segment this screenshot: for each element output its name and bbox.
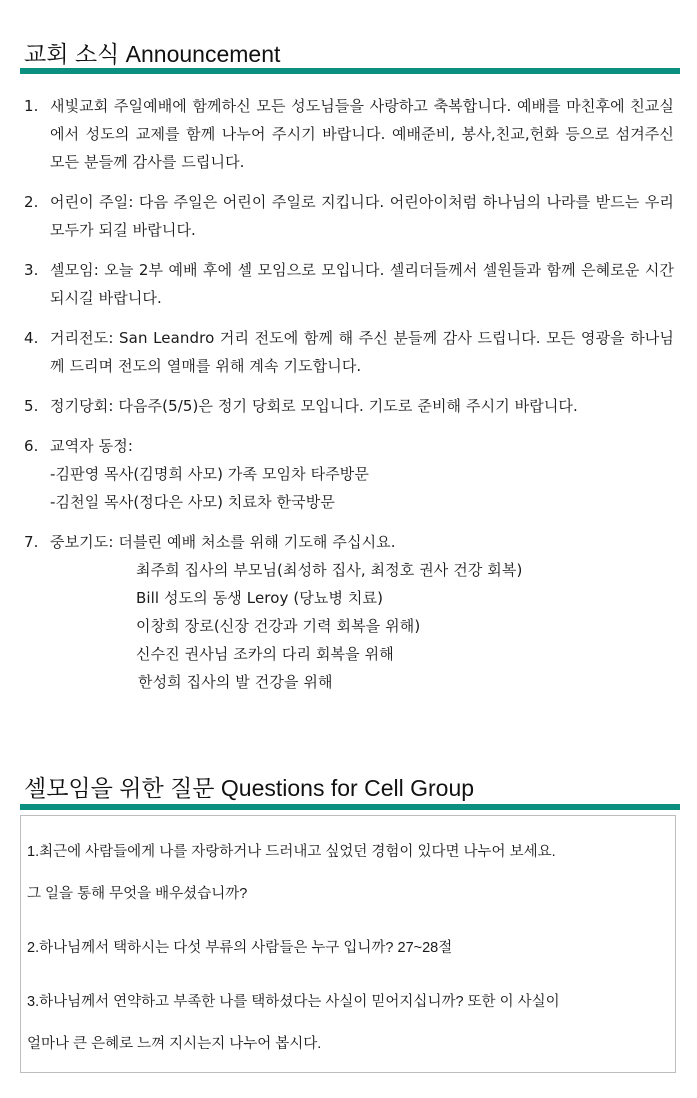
announcement-item [24,324,674,380]
question-line: 2.하나님께서 택하시는 다섯 부류의 사람들은 누구 입니까? 27~28절 [27,940,453,956]
question-box [20,815,676,1073]
section-divider [20,804,680,810]
question-line: 3.하나님께서 연약하고 부족한 나를 택하셨다는 사실이 믿어지십니까? 또한 이 사실이 [27,994,560,1010]
announcement-item [24,392,674,420]
prayer-request-line: 한성희 집사의 발 건강을 위해 [138,673,333,691]
item-number: 1. [24,97,39,115]
item-text: 셀모임: 오늘 2부 예배 후에 셀 모임으로 모입니다. 셀리더들께서 셀원들과 함께 은혜로운 시간 되시길 바랍니다. [50,261,674,307]
staff-news-line: -김판영 목사(김명희 사모) 가족 모임차 타주방문 [50,465,369,483]
question-line: 1.최근에 사람들에게 나를 자랑하거나 드러내고 싶었던 경험이 있다면 나누어 보세요. [27,844,556,860]
question-line: 얼마나 큰 은혜로 느껴 지시는지 나누어 봅시다. [27,1036,322,1052]
item-number: 2. [24,193,39,211]
item-text: 교역자 동정: [50,437,133,455]
item-text: 정기당회: 다음주(5/5)은 정기 당회로 모입니다. 기도로 준비해 주시기 바랍니다. [50,397,578,415]
cell-group-title: 셀모임을 위한 질문 Questions for Cell Group [24,775,475,801]
item-text: 중보기도: 더블린 예배 처소를 위해 기도해 주십시요. [50,533,396,551]
announcement-title: 교회 소식 Announcement [24,41,281,67]
prayer-request-line: 신수진 권사님 조카의 다리 회복을 위해 [136,645,394,663]
prayer-request-line: 이창희 장로(신장 건강과 기력 회복을 위해) [136,617,421,635]
item-number: 3. [24,261,39,279]
item-text: 거리전도: San Leandro 거리 전도에 함께 해 주신 분들께 감사 드립니다. 모든 영광을 하나님께 드리며 전도의 열매를 위해 계속 기도합니다. [50,329,674,375]
item-number: 5. [24,397,39,415]
staff-news-line: -김천일 목사(정다은 사모) 치료차 한국방문 [50,493,335,511]
prayer-request-line: 최주희 집사의 부모님(최성하 집사, 최정호 권사 건강 회복) [136,561,523,579]
announcement-item [24,256,674,312]
announcement-list [24,92,674,708]
section-divider [20,68,680,74]
question-line: 그 일을 통해 무엇을 배우셨습니까? [27,886,248,902]
announcement-item [24,528,674,696]
announcement-item [24,188,674,244]
announcement-item [24,92,674,176]
item-number: 6. [24,437,39,455]
prayer-request-line: Bill 성도의 동생 Leroy (당뇨병 치료) [136,589,384,607]
announcement-item [24,432,674,516]
item-number: 7. [24,533,39,551]
item-number: 4. [24,329,39,347]
item-text: 새빛교회 주일예배에 함께하신 모든 성도님들을 사랑하고 축복합니다. 예배를 마친후에 친교실에서 성도의 교제를 함께 나누어 주시기 바랍니다. 예배준비, 봉사,친교,헌화 등으로 섬겨주신 모든 분들께 감사를 드립니다. [50,97,674,171]
item-text: 어린이 주일: 다음 주일은 어린이 주일로 지킵니다. 어린아이처럼 하나님의 나라를 받드는 우리 모두가 되길 바랍니다. [50,193,674,239]
